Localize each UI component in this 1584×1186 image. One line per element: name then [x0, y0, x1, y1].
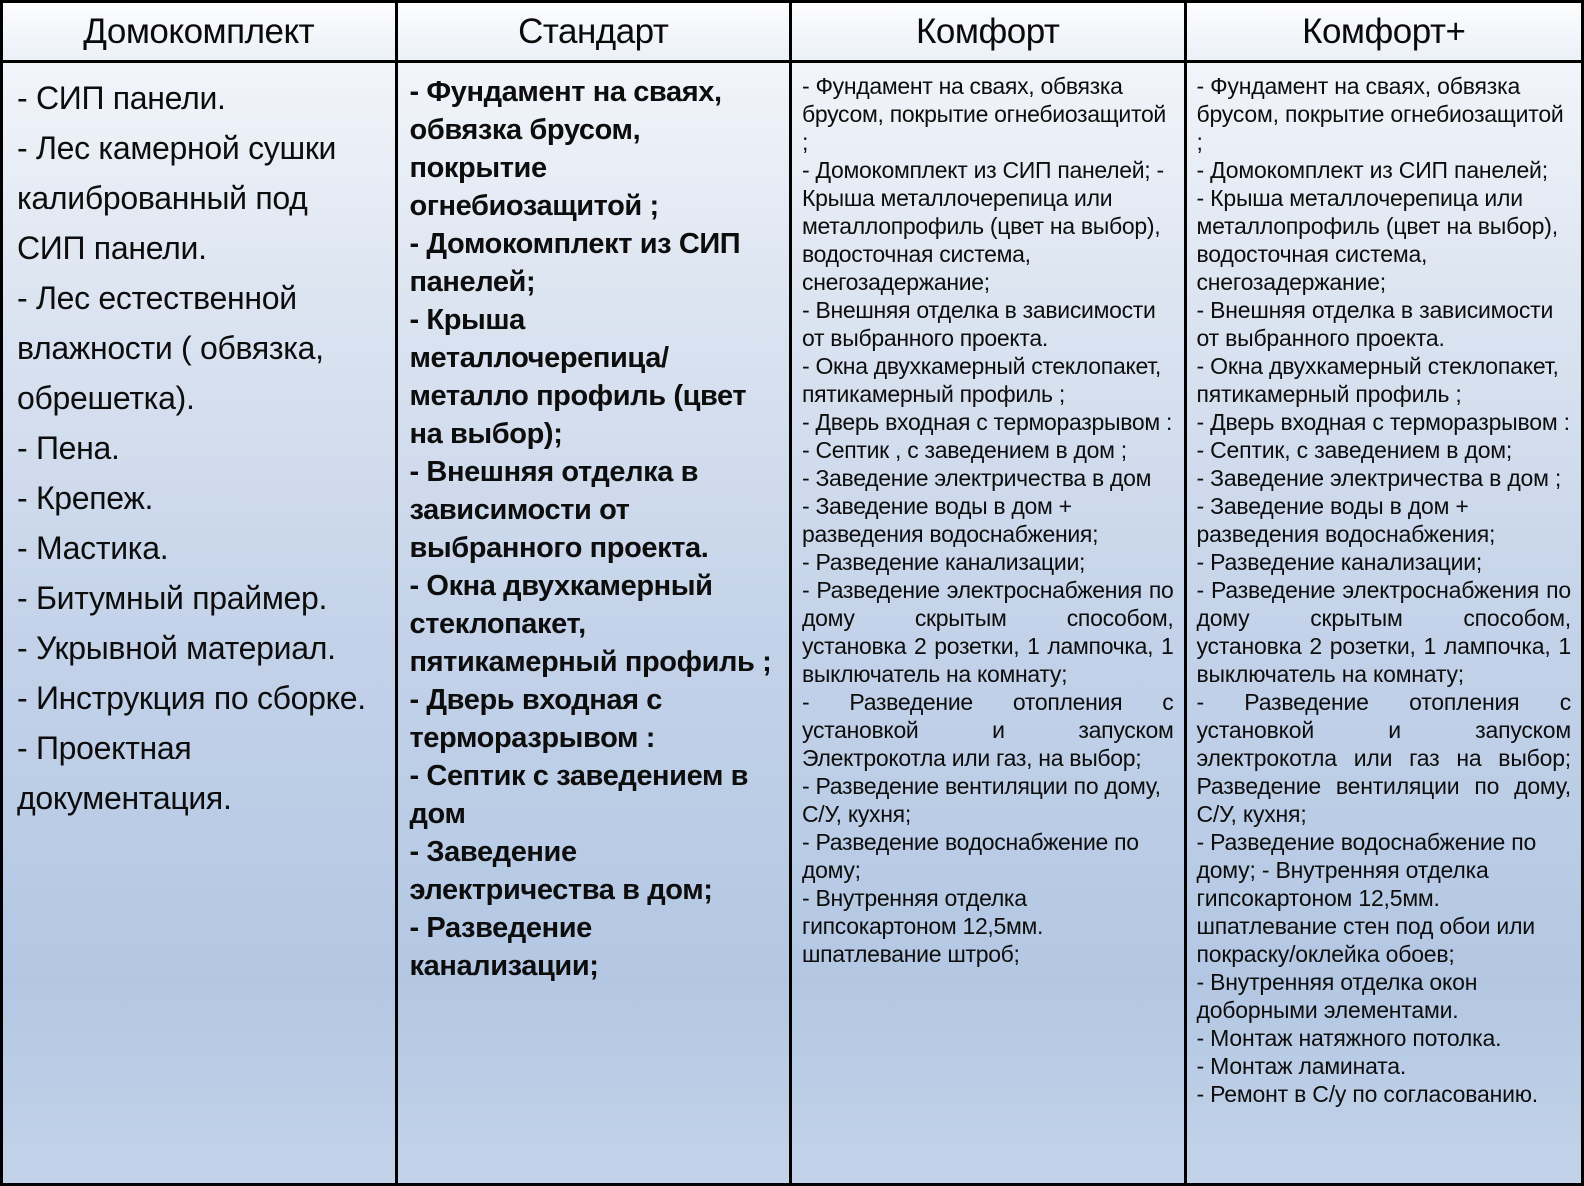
column-header-komfort-plus: Комфорт+: [1187, 3, 1582, 60]
feature-item: - Внешняя отделка в зависимости от выбранного проекта.: [1196, 297, 1554, 351]
body-row: [3, 63, 1581, 1183]
feature-item: - Монтаж ламината.: [1196, 1053, 1407, 1079]
feature-item: - Разведение канализации;: [1196, 549, 1483, 575]
feature-item: - Септик, с заведением в дом;: [1196, 437, 1513, 463]
column-body-domokomplekt: [3, 63, 398, 1183]
feature-item: - Битумный праймер.: [17, 580, 328, 616]
feature-item: - Фундамент на сваях, обвязка брусом, покрытие огнебиозащитой ;: [802, 73, 1166, 155]
feature-item: - Внутренняя отделка окон доборными элементами.: [1196, 969, 1478, 1023]
column-header-standart: Стандарт: [398, 3, 793, 60]
column-header-domokomplekt: Домокомплект: [3, 3, 398, 60]
feature-item: - Инструкция по сборке.: [17, 680, 366, 716]
feature-item: - Крепеж.: [17, 480, 154, 516]
feature-item: - Домокомплект из СИП панелей;: [409, 228, 741, 298]
feature-item: - Лес естественной влажности ( обвязка, обрешетка).: [17, 280, 324, 416]
feature-item: - Разведение отопления с установкой и запуском электрокотла или газ на выбор; Разведение вентиляции по дому, С/У, кухня;: [1196, 689, 1571, 827]
feature-item: - Крыша металлочерепица или металлопрофиль (цвет на выбор), водосточная система, снегозадержание;: [1196, 185, 1558, 295]
feature-item: - Мастика.: [17, 530, 169, 566]
feature-item: - Септик , с заведением в дом ;: [802, 437, 1127, 463]
feature-item: - Укрывной материал.: [17, 630, 336, 666]
feature-item: - Проектная документация.: [17, 730, 232, 816]
feature-item: - Домокомплект из СИП панелей; - Крыша металлочерепица или металлопрофиль (цвет на выбор), водосточная система, снегозадержание;: [802, 157, 1164, 295]
feature-item: - Окна двухкамерный стеклопакет, пятикамерный профиль ; - Дверь входная с терморазрывом :: [409, 570, 772, 754]
feature-item: - Внутренняя отделка гипсокартоном 12,5мм. шпатлевание штроб;: [802, 885, 1044, 967]
feature-item: - Заведение воды в дом + разведения водоснабжения;: [802, 493, 1099, 547]
feature-item: - Монтаж натяжного потолка.: [1196, 1025, 1502, 1051]
feature-item: - Пена.: [17, 430, 120, 466]
feature-item: - Заведение воды в дом + разведения водоснабжения;: [1196, 493, 1496, 547]
feature-item: - Разведение электроснабжения по дому скрытым способом, установка 2 розетки, 1 лампочка, 1 выключатель на комнату;: [802, 577, 1174, 687]
feature-item: - Домокомплект из СИП панелей;: [1196, 157, 1548, 183]
feature-item: - Лес камерной сушки калиброванный под СИП панели.: [17, 130, 337, 266]
feature-item: - Внешняя отделка в зависимости от выбранного проекта.: [409, 456, 709, 564]
feature-item: - Разведение отопления с установкой и запуском Электрокотла или газ, на выбор;: [802, 689, 1174, 771]
column-body-komfort-plus: [1187, 63, 1582, 1183]
feature-item: - Фундамент на сваях, обвязка брусом, покрытие огнебиозащитой ;: [409, 76, 722, 222]
feature-item: - Заведение электричества в дом;: [409, 836, 713, 906]
feature-item: - СИП панели.: [17, 80, 226, 116]
feature-item: - Дверь входная с терморазрывом :: [1196, 409, 1570, 435]
feature-item: - Разведение водоснабжение по дому; - Внутренняя отделка гипсокартоном 12,5мм. шпатлевание стен под обои или покраску/оклейка обоев;: [1196, 829, 1537, 967]
feature-item: - Дверь входная с терморазрывом :: [802, 409, 1173, 435]
feature-item: - Разведение вентиляции по дому, С/У, кухня;: [802, 773, 1161, 827]
feature-item: - Заведение электричества в дом: [802, 465, 1152, 491]
column-body-komfort: [792, 63, 1187, 1183]
header-row: [3, 3, 1581, 63]
feature-item: - Окна двухкамерный стеклопакет, пятикамерный профиль ;: [1196, 353, 1559, 407]
column-body-standart: [398, 63, 793, 1183]
column-header-komfort: Комфорт: [792, 3, 1187, 60]
feature-item: - Внешняя отделка в зависимости от выбранного проекта.: [802, 297, 1156, 351]
feature-item: - Разведение канализации;: [409, 912, 599, 982]
feature-item: - Разведение водоснабжение по дому;: [802, 829, 1139, 883]
feature-item: - Заведение электричества в дом ;: [1196, 465, 1562, 491]
feature-item: - Разведение канализации;: [802, 549, 1086, 575]
feature-item: - Фундамент на сваях, обвязка брусом, покрытие огнебиозащитой ;: [1196, 73, 1564, 155]
feature-item: - Ремонт в С/у по согласованию.: [1196, 1081, 1538, 1107]
feature-item: - Окна двухкамерный стеклопакет, пятикамерный профиль ;: [802, 353, 1161, 407]
feature-item: - Крыша металлочерепица/металло профиль (цвет на выбор);: [409, 304, 747, 450]
feature-item: - Разведение электроснабжения по дому скрытым способом, установка 2 розетки, 1 лампочка, 1 выключатель на комнату;: [1196, 577, 1571, 687]
feature-item: - Септик с заведением в дом: [409, 760, 749, 830]
